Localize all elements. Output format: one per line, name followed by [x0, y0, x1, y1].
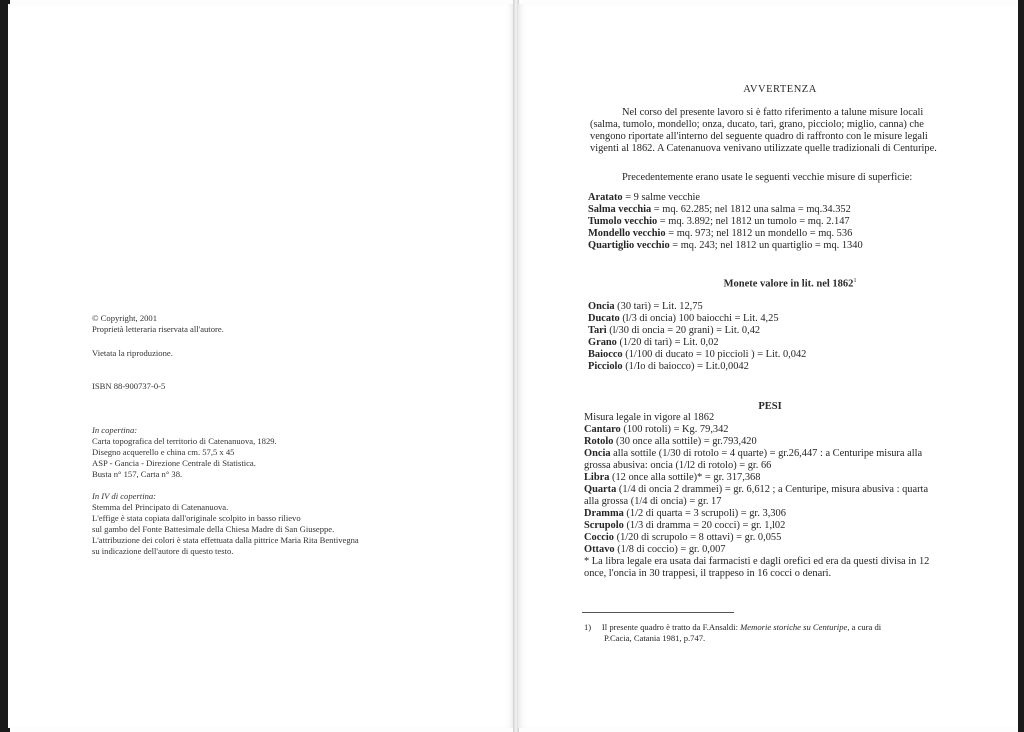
- weights-note-line: * La libra legale era usata dai farmacisti e dagli orefici ed era da questi divisa in 12: [584, 556, 930, 567]
- coins-heading: Monete valore in lit. nel 1862$^1$: [723, 278, 857, 290]
- copyright-line: © Copyright, 2001: [92, 313, 158, 323]
- list-item: Ottavo (1/8 di coccio) = gr. 0,007: [584, 544, 726, 555]
- list-item: Ducato (l/3 di oncia) 100 baiocchi = Lit. 4,25: [588, 313, 779, 324]
- list-item: Quartiglio vecchio = mq. 243; nel 1812 un quartiglio = mq. 1340: [588, 240, 863, 251]
- intro-line: vengono riportate all'interno del seguente quadro di raffronto con le misure legali: [590, 131, 928, 142]
- list-item: Libra (12 once alla sottile)* = gr. 317,368: [584, 472, 761, 483]
- list-item: Quarta (1/4 di oncia 2 drammei) = gr. 6,612 ; a Centuripe, misura abusiva : quarta: [584, 484, 929, 495]
- isbn-line: ISBN 88-900737-0-5: [92, 381, 166, 391]
- list-item: grossa abusiva: oncia (1/l2 di rotolo) = gr. 66: [584, 460, 772, 471]
- list-item: Dramma (1/2 di quarta = 3 scrupoli) = gr. 3,306: [584, 508, 786, 519]
- weights-note-line: once, l'oncia in 30 trappesi, il trappeso in 16 cocci o denari.: [584, 568, 832, 579]
- page-title: AVVERTENZA: [743, 84, 817, 95]
- list-item: Tumolo vecchio = mq. 3.892; nel 1812 un tumolo = mq. 2.147: [588, 216, 850, 227]
- list-item: Aratato = 9 salme vecchie: [588, 192, 701, 203]
- footnote-line: 1) Il presente quadro è tratto da F.Ansaldi: Memorie storiche su Centuripe, a cura di: [584, 622, 882, 632]
- list-item: Rotolo (30 once alla sottile) = gr.793,420: [584, 436, 757, 447]
- back-cover-heading: In IV di copertina:: [92, 491, 157, 501]
- surface-list: [588, 192, 958, 252]
- cover-heading: In copertina:: [92, 425, 138, 435]
- list-item: Coccio (1/20 di scrupolo = 8 ottavi) = gr. 0,055: [584, 532, 782, 543]
- footnote-mark: 1: [853, 278, 857, 284]
- list-item: Baiocco (1/100 di ducato = 10 piccioli ) = Lit. 0,042: [588, 349, 807, 360]
- no-reproduction-line: Vietata la riproduzione.: [92, 348, 173, 358]
- cover-block: [92, 425, 277, 480]
- back-cover-block: [92, 491, 359, 557]
- list-item: Mondello vecchio = mq. 973; nel 1812 un mondello = mq. 536: [588, 228, 853, 239]
- list-item: Oncia (30 tarì) = Lit. 12,75: [588, 301, 703, 312]
- weights-intro: Misura legale in vigore al 1862: [584, 412, 715, 423]
- surface-intro: Precedentemente erano usate le seguenti vecchie misure di superficie:: [622, 172, 913, 183]
- list-item: Oncia alla sottile (1/30 di rotolo = 4 quarte) = gr.26,447 : a Centuripe misura alla: [584, 448, 923, 459]
- footnote-line: P.Cacia, Catania 1981, p.747.: [604, 633, 706, 643]
- list-item: Grano (1/20 di tarì) = Lit. 0,02: [588, 337, 719, 348]
- list-item: Scrupolo (1/3 di dramma = 20 cocci) = gr. 1,l02: [584, 520, 786, 531]
- intro-line: (salma, tumolo, mondello; onza, ducato, tarì, grano, picciolo; miglio, canna) che: [590, 119, 924, 130]
- list-item: alla grossa (1/4 di oncia) = gr. 17: [584, 496, 722, 507]
- footnote: [584, 622, 964, 644]
- cover-line: ASP - Gancia - Direzione Centrale di Statistica.: [92, 458, 256, 468]
- list-item: Salma vecchia = mq. 62.285; nel 1812 una salma = mq.34.352: [588, 204, 851, 215]
- cover-line: Busta n° 157, Carta n° 38.: [92, 469, 183, 479]
- copyright-block: [92, 313, 224, 335]
- back-cover-line: Stemma del Principato di Catenanuova.: [92, 502, 229, 512]
- left-page: [8, 4, 515, 728]
- intro-paragraph: [590, 107, 960, 155]
- intro-line: vigenti al 1862. A Catenanuova venivano utilizzate quelle tradizionali di Centuripe.: [590, 143, 937, 154]
- coins-list: [588, 301, 958, 373]
- back-cover-line: su indicazione dell'autore di questo testo.: [92, 546, 234, 556]
- rights-line: Proprietà letteraria riservata all'autore.: [92, 324, 224, 334]
- list-item: Tarì (l/30 di oncia = 20 grani) = Lit. 0,42: [588, 325, 761, 336]
- intro-line: Nel corso del presente lavoro si è fatto riferimento a talune misure locali: [622, 107, 924, 118]
- cover-line: Disegno acquerello e china cm. 57,5 x 45: [92, 447, 235, 457]
- footnote-number: 1): [584, 622, 592, 632]
- footnote-rule: [582, 612, 734, 613]
- list-item: Picciolo (1/Io di baiocco) = Lit.0,0042: [588, 361, 749, 372]
- scan-edge-right: [1018, 0, 1024, 732]
- back-cover-line: L'effige è stata copiata dall'originale scolpito in basso rilievo: [92, 513, 301, 523]
- back-cover-line: sul gambo del Fonte Battesimale della Chiesa Madre di San Giuseppe.: [92, 524, 335, 534]
- back-cover-line: L'attribuzione dei colori è stata effettuata dalla pittrice Maria Rita Bentivegna: [92, 535, 359, 545]
- cover-line: Carta topografica del territorio di Catenanuova, 1829.: [92, 436, 277, 446]
- list-item: Cantaro (100 rotoli) = Kg. 79,342: [584, 424, 729, 435]
- weights-heading: PESI: [758, 401, 782, 412]
- weights-list: [584, 412, 964, 580]
